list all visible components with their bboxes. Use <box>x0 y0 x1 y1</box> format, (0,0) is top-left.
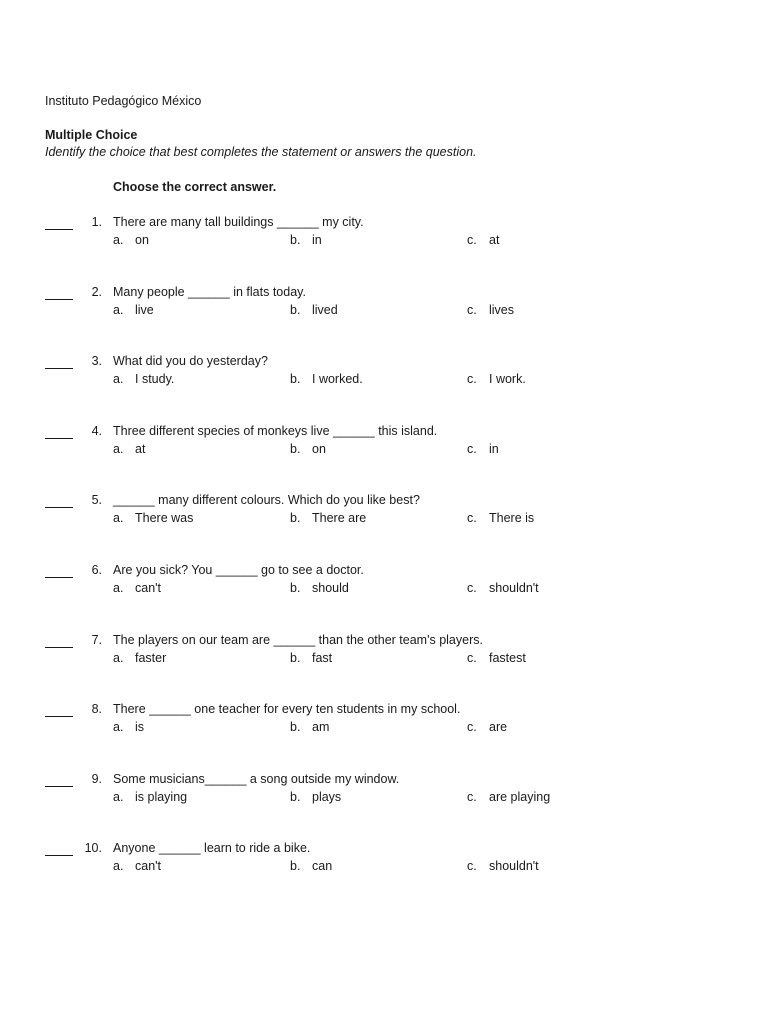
choice-letter: b. <box>290 859 301 874</box>
question-number: 8. <box>91 702 102 717</box>
choice-letter: b. <box>290 511 301 526</box>
choice-text: can't <box>135 859 162 874</box>
choice-letter: b. <box>290 302 301 317</box>
question-number: 5. <box>91 493 102 508</box>
choice-letter: c. <box>467 233 477 247</box>
choice-text: at <box>135 441 146 456</box>
choice-text: shouldn't <box>489 581 539 595</box>
choice-letter: b. <box>290 720 301 735</box>
question-text: Many people ______ in flats today. <box>113 284 306 299</box>
choice-text: are playing <box>489 789 551 804</box>
choice-text: plays <box>312 789 342 804</box>
answer-blank[interactable] <box>45 353 73 370</box>
choice-text: fast <box>312 650 333 665</box>
choice-text: fastest <box>489 650 526 665</box>
choice-letter: c. <box>467 441 477 456</box>
question-number: 2. <box>91 284 102 299</box>
question-number: 9. <box>91 771 102 786</box>
section-title: Multiple Choice <box>45 128 138 142</box>
section-header <box>45 127 477 161</box>
choice-text: is <box>135 720 145 735</box>
directions: Choose the correct answer. <box>113 180 277 194</box>
choice-letter: b. <box>290 372 301 387</box>
choice-text: There was <box>135 511 194 526</box>
choice-text: are <box>489 720 508 735</box>
answer-blank[interactable] <box>45 840 73 857</box>
question-number: 7. <box>91 632 102 647</box>
question-number: 6. <box>91 563 102 577</box>
question-item <box>0 632 768 668</box>
choice-letter: c. <box>467 789 477 804</box>
question-text: ______ many different colours. Which do you like best? <box>113 493 420 508</box>
section-instructions: Identify the choice that best completes the statement or answers the question. <box>45 145 477 159</box>
choice-text: There is <box>489 511 535 526</box>
choice-text: should <box>312 581 349 595</box>
choice-text: can <box>312 859 333 874</box>
question-text: The players on our team are ______ than the other team's players. <box>113 632 483 647</box>
choice-letter: a. <box>113 581 124 595</box>
choice-letter: c. <box>467 650 477 665</box>
answer-blank[interactable] <box>45 632 73 649</box>
answer-blank[interactable] <box>45 492 73 509</box>
question-item <box>0 284 768 320</box>
choice-letter: a. <box>113 720 124 735</box>
question-item <box>0 840 768 876</box>
answer-blank[interactable] <box>45 214 73 231</box>
answer-blank[interactable] <box>45 423 73 440</box>
choice-letter: c. <box>467 859 477 874</box>
choice-text: am <box>312 720 330 735</box>
choice-text: There are <box>312 511 367 526</box>
page-header <box>45 93 201 110</box>
question-item <box>0 353 768 389</box>
question-number: 3. <box>91 354 102 369</box>
choice-letter: a. <box>113 511 124 526</box>
choice-letter: c. <box>467 720 477 735</box>
choice-letter: c. <box>467 511 477 526</box>
answer-blank[interactable] <box>45 562 73 579</box>
choice-letter: a. <box>113 650 124 665</box>
choice-letter: a. <box>113 233 124 247</box>
question-text: There ______ one teacher for every ten students in my school. <box>113 702 461 717</box>
choice-text: on <box>135 233 149 247</box>
choice-letter: b. <box>290 441 301 456</box>
choice-text: live <box>135 302 154 317</box>
question-item <box>0 214 768 250</box>
choice-text: is playing <box>135 789 188 804</box>
choice-text: I work. <box>489 372 526 387</box>
question-text: Some musicians______ a song outside my window. <box>113 771 400 786</box>
question-item <box>0 701 768 737</box>
question-text: Are you sick? You ______ go to see a doctor. <box>113 563 364 577</box>
choice-text: lives <box>489 302 515 317</box>
question-text: Anyone ______ learn to ride a bike. <box>113 841 311 856</box>
answer-blank[interactable] <box>45 701 73 718</box>
choice-letter: a. <box>113 302 124 317</box>
choice-letter: b. <box>290 233 301 247</box>
choice-letter: b. <box>290 650 301 665</box>
question-item <box>0 423 768 459</box>
choice-text: in <box>312 233 322 247</box>
choice-letter: b. <box>290 789 301 804</box>
question-number: 10. <box>84 841 102 856</box>
choice-text: shouldn't <box>489 859 539 874</box>
question-item <box>0 492 768 528</box>
question-item <box>0 771 768 807</box>
answer-blank[interactable] <box>45 771 73 788</box>
choice-letter: a. <box>113 859 124 874</box>
answer-blank[interactable] <box>45 284 73 301</box>
choice-letter: b. <box>290 581 301 595</box>
choice-text: lived <box>312 302 338 317</box>
question-text: Three different species of monkeys live ______ this island. <box>113 423 438 438</box>
school-name: Instituto Pedagógico México <box>45 94 202 108</box>
question-item <box>0 562 768 598</box>
choice-text: I study. <box>135 372 175 387</box>
choice-letter: c. <box>467 581 477 595</box>
question-number: 1. <box>91 215 102 229</box>
question-text: What did you do yesterday? <box>113 354 268 369</box>
choice-text: I worked. <box>312 372 363 387</box>
choice-letter: a. <box>113 441 124 456</box>
choice-letter: a. <box>113 372 124 387</box>
choice-text: at <box>489 233 500 247</box>
choice-text: on <box>312 441 326 456</box>
question-number: 4. <box>91 423 102 438</box>
choice-text: in <box>489 441 499 456</box>
choice-letter: c. <box>467 372 477 387</box>
choice-letter: c. <box>467 302 477 317</box>
choice-letter: a. <box>113 789 124 804</box>
choice-text: can't <box>135 581 162 595</box>
choice-text: faster <box>135 650 167 665</box>
question-text: There are many tall buildings ______ my city. <box>113 215 364 229</box>
